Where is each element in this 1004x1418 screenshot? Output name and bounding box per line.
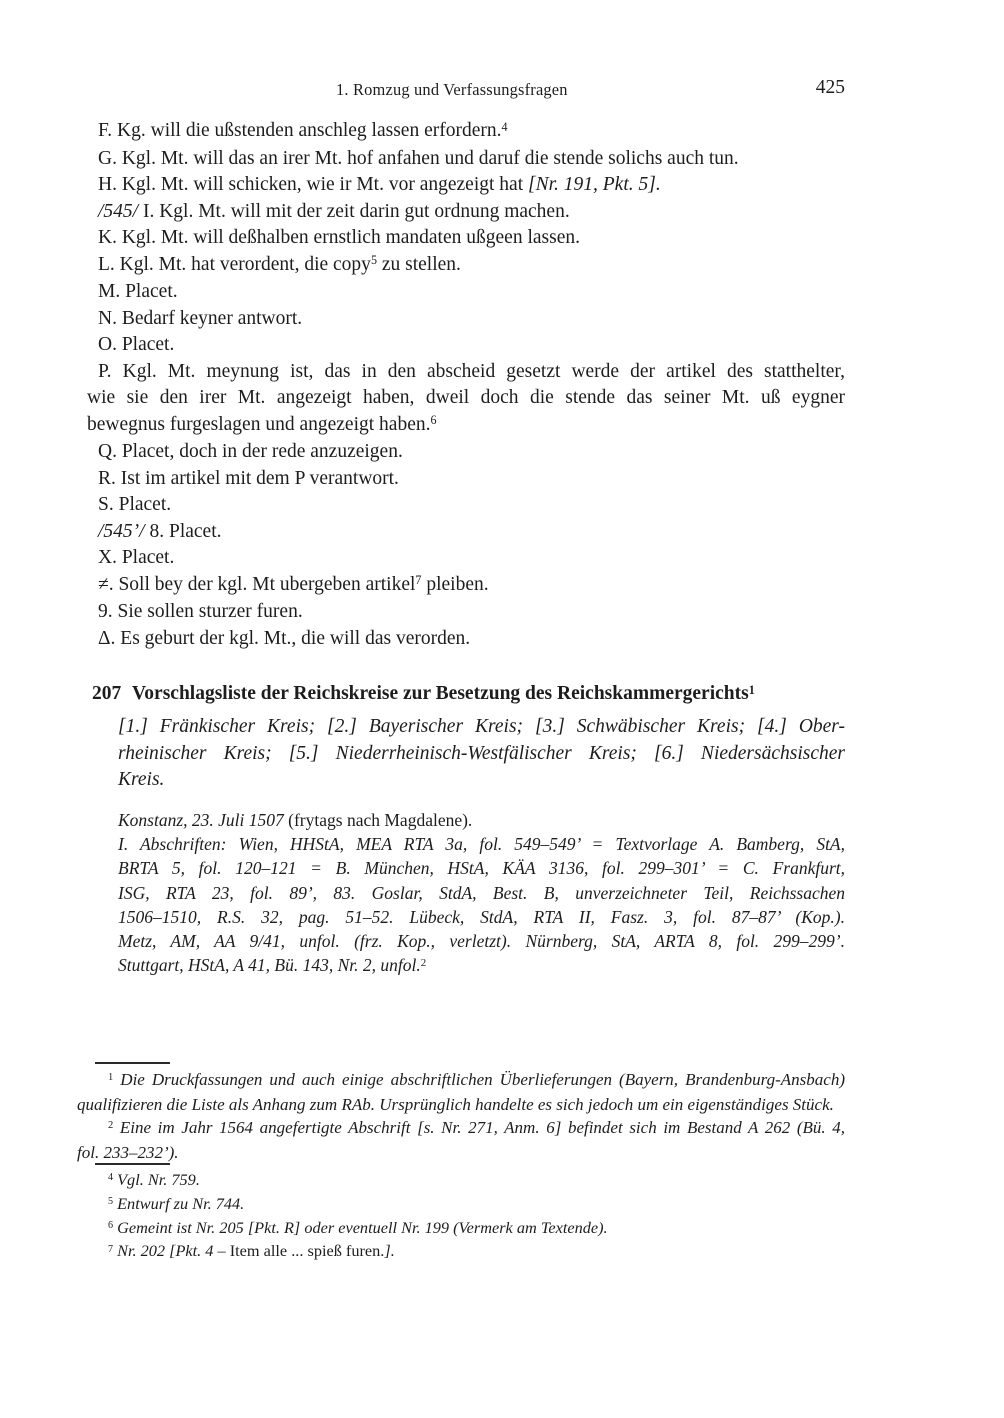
text-segment: X. Placet. — [98, 547, 175, 568]
text-segment: Nr. 202 [Pkt. 4 – — [113, 1241, 230, 1261]
footnote-reference: 5 — [370, 253, 377, 268]
text-segment: fol. 233–232’). — [77, 1142, 179, 1162]
sources-line5 — [118, 929, 845, 953]
item-P-line1 — [87, 359, 845, 386]
footnote-reference: 4 — [501, 119, 508, 134]
footnotes-text-lines — [77, 1170, 845, 1265]
text-segment: rheinischer Kreis; [5.] Niederrheinisch-Westfälischer Kreis; [6.] Niedersächsischer — [118, 742, 845, 764]
footnote-separator-rule — [95, 1163, 170, 1165]
item-P-line2 — [87, 385, 845, 412]
text-segment: Eine im Jahr 1564 angefertigte Abschrift [s. Nr. 271, Anm. 6] befindet sich im Bestand A 262 (Bü. 4, — [113, 1117, 845, 1137]
running-head: 1. Romzug und Verfassungsfragen — [336, 80, 568, 99]
text-segment: [Nr. 191, Pkt. 5]. — [528, 174, 661, 195]
footnotes-entry-lines — [77, 1069, 845, 1164]
footnote-reference: 6 — [108, 1220, 114, 1232]
text-segment: pleiben. — [421, 573, 489, 595]
footnote-reference: 4 — [108, 1172, 114, 1184]
entry-heading — [88, 681, 845, 708]
text-segment: L. Kgl. Mt. hat verordent, die copy — [98, 253, 371, 275]
item-Q — [87, 439, 845, 466]
text-segment: ]. — [384, 1241, 395, 1261]
resolution-list — [87, 118, 845, 652]
text-segment: M. Placet. — [98, 281, 178, 302]
text-segment: G. Kgl. Mt. will das an irer Mt. hof anfahen und daruf die stende solichs auch tun. — [98, 147, 739, 169]
sources-line1 — [118, 832, 845, 856]
item-545v — [87, 519, 845, 546]
text-segment: zu stellen. — [376, 253, 461, 275]
kreis-line3 — [118, 767, 845, 794]
footnote-reference: 2 — [108, 1119, 114, 1131]
footnote-1-line1 — [77, 1069, 845, 1094]
item-H — [87, 172, 845, 199]
footnote-4 — [77, 1170, 845, 1194]
footnote-6 — [77, 1218, 845, 1242]
item-L — [87, 252, 845, 280]
text-segment: 9. Sie sollen sturzer furen. — [98, 601, 303, 622]
item-R — [87, 466, 845, 493]
text-segment: K. Kgl. Mt. will deßhalben ernstlich mandaten ußgeen lassen. — [98, 227, 580, 248]
text-segment: N. Bedarf keyner antwort. — [98, 307, 303, 329]
item-N — [87, 306, 845, 333]
footnote-1-line2 — [77, 1094, 845, 1116]
item-O — [87, 332, 845, 359]
item-X — [87, 545, 845, 572]
text-segment: Metz, AM, AA 9/41, unfol. (frz. Kop., verletzt). Nürnberg, StA, ARTA 8, fol. 299–299’. — [118, 931, 845, 952]
text-segment: BRTA 5, fol. 120–121 = B. München, HStA, KÄA 3136, fol. 299–301’ = C. Frankfurt, — [118, 858, 845, 879]
footnote-reference: 6 — [430, 413, 437, 428]
item-M — [87, 279, 845, 306]
provenance-block — [118, 808, 845, 980]
footnote-reference: 1 — [748, 682, 755, 697]
text-segment: qualifizieren die Liste als Anhang zum RAb. Ursprünglich handelte es sich jedoch um ein eigenständiges Stück. — [77, 1095, 834, 1115]
item-K — [87, 225, 845, 252]
text-segment: S. Placet. — [98, 494, 172, 515]
text-segment: F. Kg. will die ußstenden anschleg lassen erfordern. — [98, 120, 502, 141]
text-segment: (frytags nach Magdalene). — [283, 810, 473, 830]
text-segment: /545/ — [98, 200, 139, 222]
kreis-line2 — [118, 741, 845, 768]
footnote-7 — [77, 1241, 845, 1265]
footnote-reference: 5 — [108, 1196, 114, 1208]
dateline — [118, 808, 845, 832]
text-segment: I. Kgl. Mt. will mit der zeit darin gut ordnung machen. — [138, 200, 570, 222]
entry-number: 207 — [92, 683, 122, 704]
item-S — [87, 492, 845, 519]
text-segment: [1.] Fränkischer Kreis; [2.] Bayerischer Kreis; [3.] Schwäbischer Kreis; [4.] Ober- — [118, 716, 845, 737]
footnote-reference: 2 — [420, 957, 427, 970]
sources-line4 — [118, 905, 845, 929]
kreis-summary — [118, 714, 845, 794]
text-segment: I. Abschriften: Wien, HHStA, MEA RTA 3a, fol. 549–549’ = Textvorlage A. Bamberg, StA, — [118, 834, 845, 855]
text-segment: 8. Placet. — [144, 520, 222, 542]
text-segment: Item alle ... spieß furen. — [229, 1241, 385, 1261]
text-segment: R. Ist im artikel mit dem P verantwort. — [98, 467, 399, 489]
footnote-reference: 1 — [108, 1072, 114, 1084]
text-segment: bewegnus furgeslagen und angezeigt haben. — [87, 413, 431, 435]
text-segment: P. Kgl. Mt. meynung ist, das in den abscheid gesetzt werde der artikel des statthelter, — [98, 360, 845, 382]
page-number: 425 — [815, 77, 845, 98]
text-segment: Stuttgart, HStA, A 41, Bü. 143, Nr. 2, unfol. — [118, 955, 421, 976]
item-F — [87, 118, 845, 146]
item-I — [87, 199, 845, 226]
sources-line6 — [118, 953, 845, 980]
text-segment: Δ. Es geburt der kgl. Mt., die will das verorden. — [98, 627, 471, 649]
footnotes-text-block — [77, 1163, 845, 1265]
footnote-separator-rule — [95, 1062, 170, 1064]
text-segment: Entwurf zu Nr. 744. — [113, 1193, 245, 1213]
text-segment: Konstanz, 23. Juli 1507 — [118, 810, 284, 830]
footnote-2-line1 — [77, 1117, 845, 1142]
text-segment: ≠. Soll bey der kgl. Mt ubergeben artikel — [98, 573, 416, 595]
footnote-reference: 7 — [108, 1243, 114, 1255]
footnote-2-line2 — [77, 1142, 845, 1164]
text-segment: /545’/ — [98, 520, 145, 542]
page-header — [88, 77, 845, 104]
text-segment: Q. Placet, doch in der rede anzuzeigen. — [98, 441, 403, 462]
text-segment: ISG, RTA 23, fol. 89’, 83. Goslar, StdA, Best. B, unverzeichneter Teil, Reichssachen — [118, 882, 845, 903]
text-segment: Kreis. — [118, 769, 165, 790]
text-segment: H. Kgl. Mt. will schicken, wie ir Mt. vor angezeigt hat — [98, 174, 528, 195]
item-notequal — [87, 572, 845, 600]
sources-line3 — [118, 881, 845, 905]
text-segment: wie sie den irer Mt. angezeigt haben, dweil doch die stende das seiner Mt. uß eygner — [87, 387, 845, 408]
entry-title — [88, 681, 845, 708]
item-G — [87, 146, 845, 173]
item-9 — [87, 599, 845, 626]
footnote-reference: 7 — [415, 573, 422, 588]
footnote-5 — [77, 1194, 845, 1218]
text-segment: O. Placet. — [98, 334, 175, 355]
text-segment: Vgl. Nr. 759. — [113, 1170, 200, 1189]
text-segment: Die Druckfassungen und auch einige abschriftlichen Überlieferungen (Bayern, Brandenburg-Ansbach) — [113, 1070, 845, 1089]
text-segment: Gemeint ist Nr. 205 [Pkt. R] oder eventuell Nr. 199 (Vermerk am Textende). — [113, 1217, 608, 1237]
text-segment: 1506–1510, R.S. 32, pag. 51–52. Lübeck, StdA, RTA II, Fasz. 3, fol. 87–87’ (Kop.). — [118, 906, 845, 927]
kreis-line1 — [118, 714, 845, 741]
entry-title-text: Vorschlagsliste der Reichskreise zur Besetzung des Reichskammergerichts — [132, 683, 749, 704]
footnotes-entry-block — [77, 1062, 845, 1164]
item-delta — [87, 626, 845, 653]
item-P-line3 — [87, 412, 845, 440]
sources-line2 — [118, 856, 845, 880]
